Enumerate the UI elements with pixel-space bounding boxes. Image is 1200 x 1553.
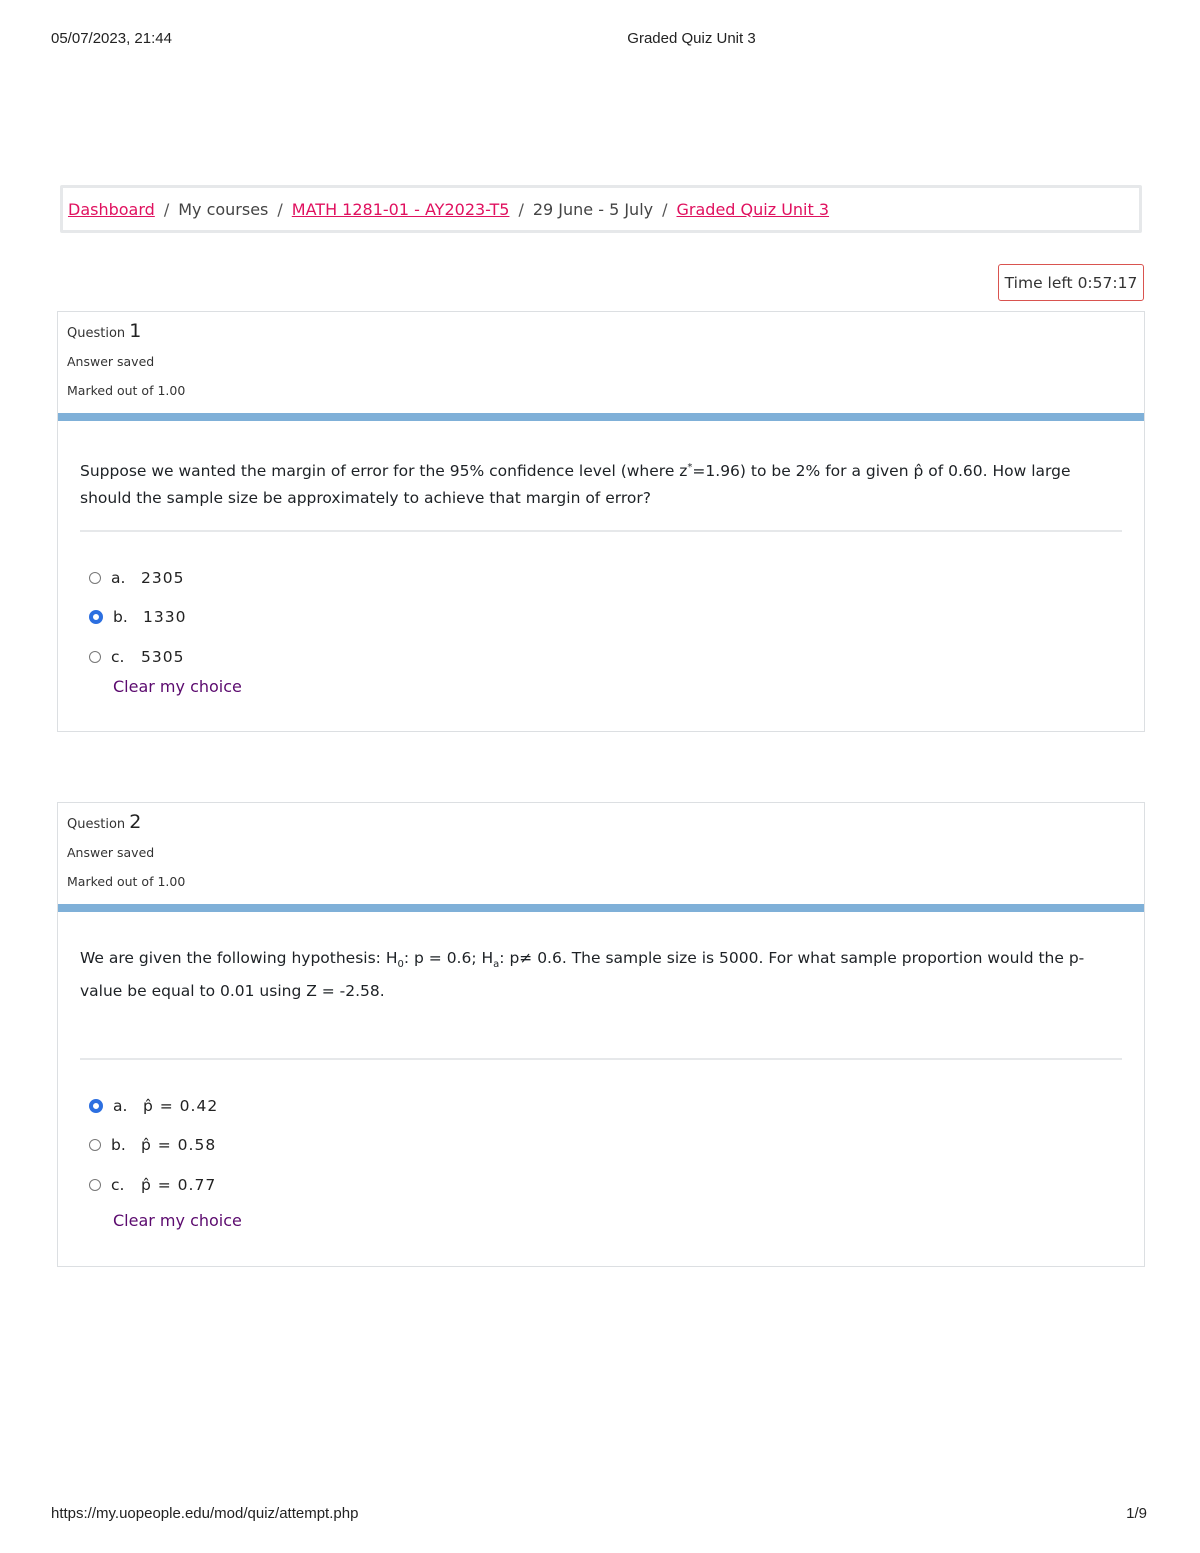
print-title: Graded Quiz Unit 3	[627, 30, 756, 47]
option-value: p̂ = 0.77	[141, 1175, 217, 1194]
question-content	[58, 912, 1144, 1241]
question-state: Answer saved	[67, 845, 155, 860]
question-info	[58, 312, 1144, 413]
answer-options	[80, 1086, 1122, 1205]
question-text-sub: 0	[397, 959, 404, 971]
question-header-bar	[58, 904, 1144, 912]
option-value: p̂ = 0.58	[141, 1136, 217, 1155]
question-marks: Marked out of 1.00	[67, 874, 186, 889]
print-page-number: 1/9	[1126, 1505, 1147, 1522]
option-letter: c.	[111, 1175, 125, 1194]
print-header	[0, 30, 1200, 50]
radio-unchecked-icon[interactable]	[89, 651, 101, 663]
question-text-sub: a	[493, 959, 500, 971]
option-value: 1330	[143, 608, 187, 627]
question-content	[58, 421, 1144, 707]
answer-option-a[interactable]	[80, 1086, 1122, 1126]
option-value: 2305	[141, 568, 185, 587]
radio-unchecked-icon[interactable]	[89, 1139, 101, 1151]
answer-option-b[interactable]	[80, 598, 1122, 638]
radio-checked-icon[interactable]	[89, 1099, 103, 1113]
answer-option-c[interactable]	[80, 1165, 1122, 1205]
breadcrumb-week: 29 June - 5 July	[532, 199, 654, 219]
question-info	[58, 803, 1144, 904]
question-text-part: : p≠ 0.6. The sample size is 5000. For what sample proportion would the p-value be equal to 0.01 using Z = -2.58.	[80, 949, 1085, 1001]
breadcrumb-quiz-link[interactable]: Graded Quiz Unit 3	[676, 199, 830, 219]
print-url: https://my.uopeople.edu/mod/quiz/attempt.php	[51, 1505, 359, 1522]
breadcrumb-separator: /	[518, 199, 524, 219]
question-label: Question	[67, 326, 126, 341]
quiz-timer: Time left 0:57:17	[998, 264, 1144, 301]
question-text-part: We are given the following hypothesis: H	[80, 949, 398, 967]
option-value: p̂ = 0.42	[143, 1096, 219, 1115]
option-letter: b.	[111, 1136, 126, 1155]
question-text-part: : p = 0.6; H	[403, 949, 494, 967]
option-value: 5305	[141, 647, 185, 666]
question-number-value: 1	[129, 320, 142, 342]
clear-choice-link[interactable]: Clear my choice	[113, 676, 242, 696]
question-marks: Marked out of 1.00	[67, 383, 186, 398]
question-text-sup: *	[687, 462, 693, 473]
question-state: Answer saved	[67, 354, 155, 369]
option-letter: a.	[111, 568, 126, 587]
answer-option-b[interactable]	[80, 1126, 1122, 1166]
question-number	[67, 811, 1144, 833]
answer-option-c[interactable]	[80, 637, 1122, 677]
question-number-value: 2	[129, 811, 142, 833]
question-header-bar	[58, 413, 1144, 421]
divider	[80, 530, 1122, 532]
breadcrumb-dashboard-link[interactable]: Dashboard	[68, 199, 155, 219]
option-letter: a.	[113, 1096, 128, 1115]
option-letter: c.	[111, 647, 125, 666]
question-number	[67, 320, 1144, 342]
question-text	[80, 454, 1122, 512]
question-text-part: Suppose we wanted the margin of error for the 95% confidence level (where z	[80, 462, 688, 481]
question-1	[57, 311, 1145, 732]
breadcrumb-course-link[interactable]: MATH 1281-01 - AY2023-T5	[291, 199, 510, 219]
breadcrumb-separator: /	[662, 199, 668, 219]
radio-unchecked-icon[interactable]	[89, 572, 101, 584]
breadcrumb-separator: /	[277, 199, 283, 219]
breadcrumb-separator: /	[163, 199, 170, 219]
answer-option-a[interactable]	[80, 558, 1122, 598]
answer-options	[80, 558, 1122, 677]
radio-unchecked-icon[interactable]	[89, 1179, 101, 1191]
breadcrumb	[60, 185, 1142, 233]
radio-checked-icon[interactable]	[89, 610, 103, 624]
question-text	[80, 945, 1122, 1005]
question-label: Question	[67, 817, 126, 832]
option-letter: b.	[113, 608, 128, 627]
print-date: 05/07/2023, 21:44	[51, 30, 172, 47]
question-text-part: =1.96) to be 2% for a given p̂ of 0.60. How large should the sample size be approximately to achieve that margin of error?	[80, 462, 1071, 508]
divider	[80, 1058, 1122, 1060]
question-2	[57, 802, 1145, 1267]
clear-choice-link[interactable]: Clear my choice	[113, 1210, 242, 1230]
breadcrumb-my-courses: My courses	[178, 199, 269, 219]
